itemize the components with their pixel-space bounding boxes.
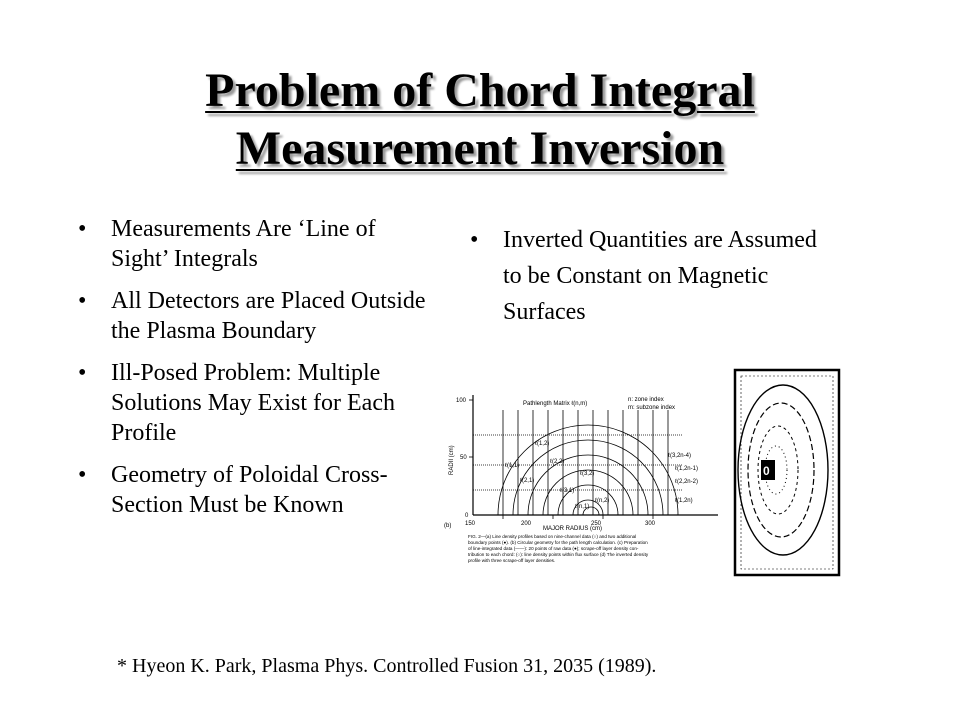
caption-line: boundary points (●). (b) Circular geometry for the path length calculation. (c) Preparation	[468, 540, 648, 545]
right-label: ℓ(1,2n-1)	[675, 466, 698, 472]
bullet-text: Measurements Are ‘Line of Sight’ Integrals	[111, 216, 376, 272]
bullet-item	[470, 222, 830, 330]
left-bullet-list	[78, 214, 428, 532]
poloidal-cross-section	[735, 370, 839, 575]
region-label: ℓ(n,2)	[595, 498, 610, 504]
pathlength-labels	[444, 397, 698, 532]
y-axis-label: RADII (cm)	[449, 445, 455, 475]
bullet-item	[78, 460, 428, 520]
x-axis-label: MAJOR RADIUS (cm)	[543, 526, 602, 532]
title-line-2: Measurement Inversion	[235, 122, 725, 175]
caption-line: tribution to each chord: (○): line density points within flux surface (d) The inverted density	[468, 552, 649, 557]
region-label: ℓ(1,2)	[535, 441, 550, 447]
caption-line: FIG. 2—(a) Line density profiles based on nine-channel data (○) and two additional	[468, 534, 637, 539]
region-label: ℓ(1,1)	[505, 463, 520, 469]
y-tick: 0	[465, 513, 469, 519]
region-label: ℓ(2,1)	[520, 478, 535, 484]
footnote-citation: * Hyeon K. Park, Plasma Phys. Controlled Fusion 31, 2035 (1989).	[117, 655, 657, 677]
bullet-icon: •	[78, 462, 87, 488]
bullet-text: Geometry of Poloidal Cross-Section Must be Known	[111, 462, 388, 518]
region-label: ℓ(3,1)	[560, 488, 575, 494]
bullet-text: Ill-Posed Problem: Multiple Solutions May Exist for Each Profile	[111, 360, 395, 446]
legend-m: m: subzone index	[628, 405, 676, 411]
region-label: ℓ(n,1)	[575, 504, 590, 510]
panel-label: (b)	[444, 523, 452, 529]
slide-title	[80, 62, 880, 178]
right-bullet-list	[470, 222, 830, 330]
right-label: ℓ(2,2n-2)	[675, 479, 698, 485]
x-tick: 200	[521, 521, 532, 527]
y-tick: 50	[460, 455, 467, 461]
right-label: ℓ(1,2n)	[675, 498, 693, 504]
x-tick: 150	[465, 521, 476, 527]
bullet-item	[78, 214, 428, 274]
bullet-icon: •	[470, 227, 479, 253]
right-label: ℓ(3,2n-4)	[668, 453, 691, 459]
bullet-text: All Detectors are Placed Outside the Plasma Boundary	[111, 288, 426, 344]
bullet-item	[78, 358, 428, 448]
legend-n: n: zone index	[628, 397, 664, 403]
x-tick: 250	[591, 521, 602, 527]
bullet-icon: •	[78, 360, 87, 386]
cross-section-label: 0	[763, 464, 770, 478]
pathlength-figure	[443, 365, 843, 580]
y-tick: 100	[456, 398, 467, 404]
bullet-text: Inverted Quantities are Assumed to be Constant on Magnetic Surfaces	[503, 227, 817, 325]
title-line-1: Problem of Chord Integral	[205, 64, 755, 117]
region-label: ℓ(3,2)	[580, 471, 595, 477]
caption-line: of line-integrated data (——): 20 points of raw data (●); scrape-off layer density con-	[468, 546, 639, 551]
bullet-item	[78, 286, 428, 346]
bullet-icon: •	[78, 216, 87, 242]
bullet-icon: •	[78, 288, 87, 314]
plot-title: Pathlength Matrix ℓ(n,m)	[523, 401, 588, 407]
region-label: ℓ(2,2)	[550, 459, 565, 465]
figure-caption	[468, 534, 649, 563]
x-tick: 300	[645, 521, 656, 527]
caption-line: profile with three scrape-off layer densities.	[468, 558, 556, 563]
